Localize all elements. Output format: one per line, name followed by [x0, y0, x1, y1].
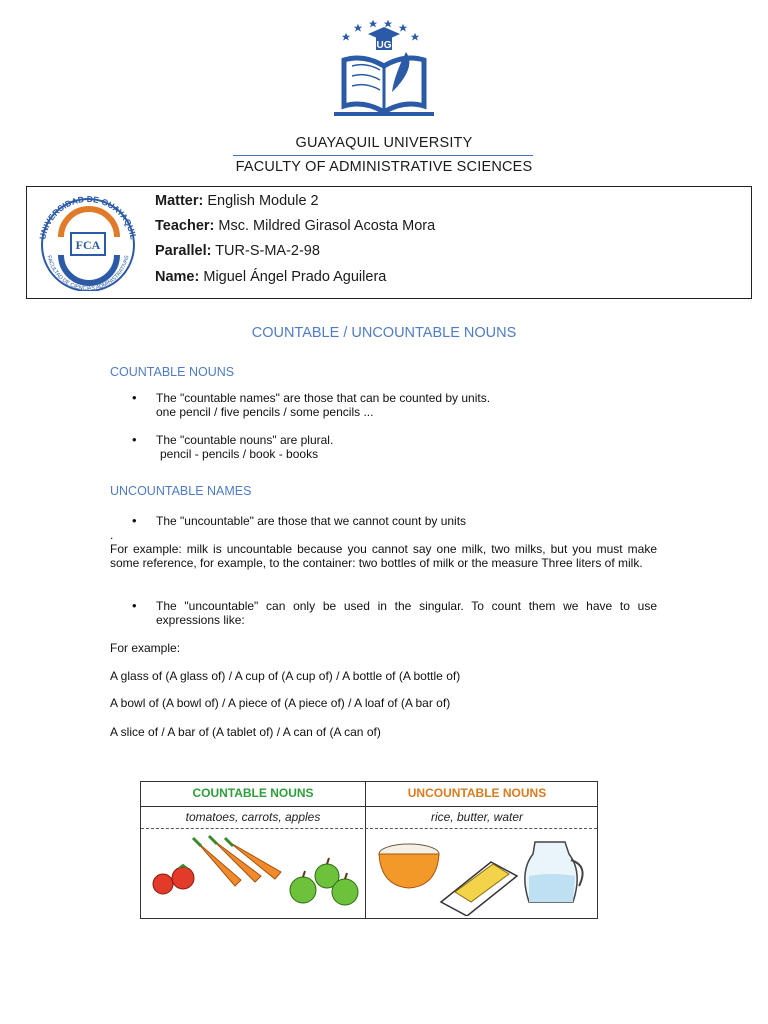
table-uncountable-examples: rice, butter, water: [430, 810, 524, 824]
info-teacher: [155, 218, 435, 234]
countable-food-illustration: [145, 832, 363, 916]
table-header-countable: COUNTABLE NOUNS: [192, 786, 314, 800]
matter-value: English Module 2: [207, 193, 319, 209]
stray-period: .: [110, 528, 114, 542]
rice-bowl-icon: [379, 844, 439, 888]
seal-bottom-text: FACULTAD DE CIENCIAS ADMINISTRATIVAS: [45, 254, 131, 291]
uncountable-heading: UNCOUNTABLE NAMES: [110, 484, 252, 498]
countable-heading: COUNTABLE NOUNS: [110, 365, 235, 379]
nouns-comparison-table: [140, 781, 598, 919]
carrot-icon: [197, 840, 281, 886]
matter-label: Matter:: [155, 193, 204, 209]
countable-bullet-1: [156, 391, 657, 419]
water-jug-icon: [525, 842, 583, 902]
info-name: [155, 269, 386, 285]
seal-top-text: UNIVERSIDAD DE GUAYAQUIL: [37, 193, 139, 241]
countable-bullet-2: [156, 433, 657, 461]
name-label: Name:: [155, 269, 200, 285]
teacher-label: Teacher:: [155, 218, 215, 234]
uncountable-bullet-1: The "uncountable" are those that we cannot count by units: [156, 514, 467, 528]
teacher-value: Msc. Mildred Girasol Acosta Mora: [218, 218, 436, 234]
parallel-value: TUR-S-MA-2-98: [215, 243, 320, 259]
bullet-icon: •: [132, 598, 137, 613]
info-parallel: [155, 243, 320, 259]
apple-icon: [290, 864, 358, 905]
countable-bullet-1-line-1: The "countable names" are those that can be counted by units.: [156, 391, 491, 405]
expression-line-2: A bowl of (A bowl of) / A piece of (A piece of) / A loaf of (A bar of): [110, 696, 451, 710]
seal-center-text: FCA: [75, 238, 101, 252]
table-header-uncountable: UNCOUNTABLE NOUNS: [407, 786, 547, 800]
butter-icon: [441, 862, 517, 916]
faculty-name: FACULTY OF ADMINISTRATIVE SCIENCES: [235, 159, 533, 175]
faculty-seal: [33, 193, 143, 291]
uncountable-food-illustration: [369, 832, 595, 916]
countable-bullet-2-line-2: pencil - pencils / book - books: [160, 447, 319, 461]
university-logo: [334, 10, 434, 122]
table-countable-examples: tomatoes, carrots, apples: [185, 810, 321, 824]
table-row-divider: [141, 806, 597, 807]
uncountable-bullet-2: The "uncountable" can only be used in the singular. To count them we have to use expressions like:: [156, 599, 657, 627]
bullet-icon: •: [132, 432, 137, 447]
tomato-icon: [153, 865, 194, 894]
student-info-box: [26, 186, 752, 299]
for-example-label: For example:: [110, 641, 181, 655]
bullet-icon: •: [132, 513, 137, 528]
expression-line-1: A glass of (A glass of) / A cup of (A cup of) / A bottle of (A bottle of): [110, 669, 461, 683]
expression-line-3: A slice of / A bar of (A tablet of) / A can of (A can of): [110, 725, 381, 739]
parallel-label: Parallel:: [155, 243, 212, 259]
table-column-divider: [365, 782, 366, 918]
name-value: Miguel Ángel Prado Aguilera: [203, 269, 387, 285]
info-matter: [155, 193, 319, 209]
table-dashed-divider: [141, 828, 597, 829]
university-name: GUAYAQUIL UNIVERSITY: [295, 135, 473, 151]
bullet-icon: •: [132, 390, 137, 405]
countable-bullet-2-line-1: The "countable nouns" are plural.: [156, 433, 334, 447]
uncountable-example-paragraph: For example: milk is uncountable because you cannot say one milk, two milks, but you must make some reference, for example, to the container: two bottles of milk or the measure Three liters of milk.: [110, 542, 657, 570]
logo-monogram: UG: [376, 40, 392, 51]
countable-bullet-1-line-2: one pencil / five pencils / some pencils ...: [156, 405, 374, 419]
document-title: COUNTABLE / UNCOUNTABLE NOUNS: [251, 325, 517, 341]
header-divider: [233, 155, 533, 156]
